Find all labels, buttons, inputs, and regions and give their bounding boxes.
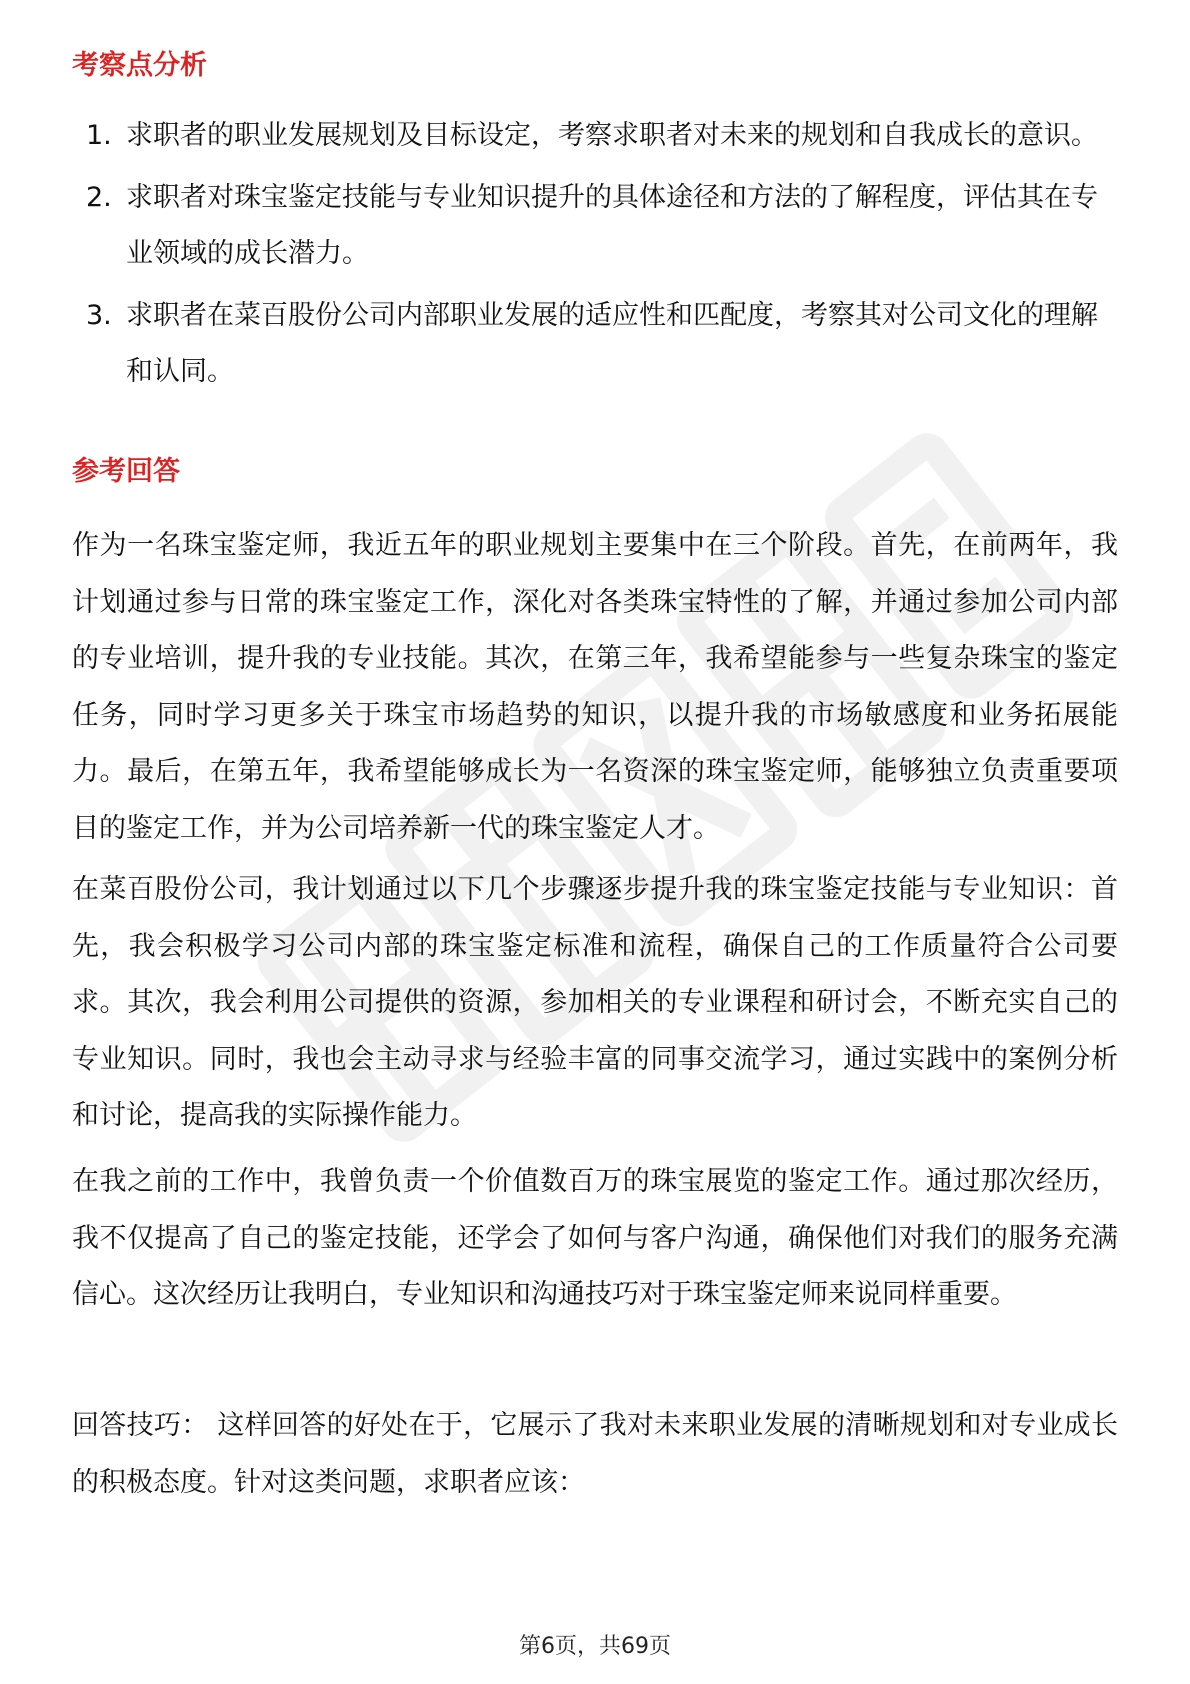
answer-tips-paragraph: 回答技巧： 这样回答的好处在于，它展示了我对未来职业发展的清晰规划和对专业成长的积极态度。针对这类问题，求职者应该：	[72, 1410, 1118, 1498]
answer-paragraph-1: 作为一名珠宝鉴定师，我近五年的职业规划主要集中在三个阶段。首先，在前两年，我计划通过参与日常的珠宝鉴定工作，深化对各类珠宝特性的了解，并通过参加公司内部的专业培训，提升我的专业技能。其次，在第三年，我希望能参与一些复杂珠宝的鉴定任务，同时学习更多关于珠宝市场趋势的知识，以提升我的市场敏感度和业务拓展能力。最后，在第五年，我希望能够成长为一名资深的珠宝鉴定师，能够独立负责重要项目的鉴定工作，并为公司培养新一代的珠宝鉴定人才。	[72, 530, 1118, 844]
list-item-number: 3.	[86, 300, 112, 331]
analysis-list	[72, 108, 1118, 406]
list-item	[72, 288, 1118, 400]
list-item	[72, 108, 1118, 164]
list-item	[72, 170, 1118, 282]
answer-paragraph-3: 在我之前的工作中，我曾负责一个价值数百万的珠宝展览的鉴定工作。通过那次经历，我不仅提高了自己的鉴定技能，还学会了如何与客户沟通，确保他们对我们的服务充满信心。这次经历让我明白，专业知识和沟通技巧对于珠宝鉴定师来说同样重要。	[72, 1166, 1118, 1310]
answer-heading: 参考回答	[72, 456, 180, 487]
list-item-number: 2.	[86, 182, 112, 213]
list-item-text: 求职者的职业发展规划及目标设定，考察求职者对未来的规划和自我成长的意识。	[126, 120, 1098, 151]
list-item-number: 1.	[86, 120, 112, 151]
list-item-text: 求职者在菜百股份公司内部职业发展的适应性和匹配度，考察其对公司文化的理解和认同。	[126, 300, 1098, 387]
analysis-heading: 考察点分析	[72, 50, 207, 81]
answer-paragraph-2: 在菜百股份公司，我计划通过以下几个步骤逐步提升我的珠宝鉴定技能与专业知识：首先，我会积极学习公司内部的珠宝鉴定标准和流程，确保自己的工作质量符合公司要求。其次，我会利用公司提供的资源，参加相关的专业课程和研讨会，不断充实自己的专业知识。同时，我也会主动寻求与经验丰富的同事交流学习，通过实践中的案例分析和讨论，提高我的实际操作能力。	[72, 874, 1118, 1131]
page-number: 第6页，共69页	[519, 1634, 671, 1659]
list-item-text: 求职者对珠宝鉴定技能与专业知识提升的具体途径和方法的了解程度，评估其在专业领域的成长潜力。	[126, 182, 1098, 269]
